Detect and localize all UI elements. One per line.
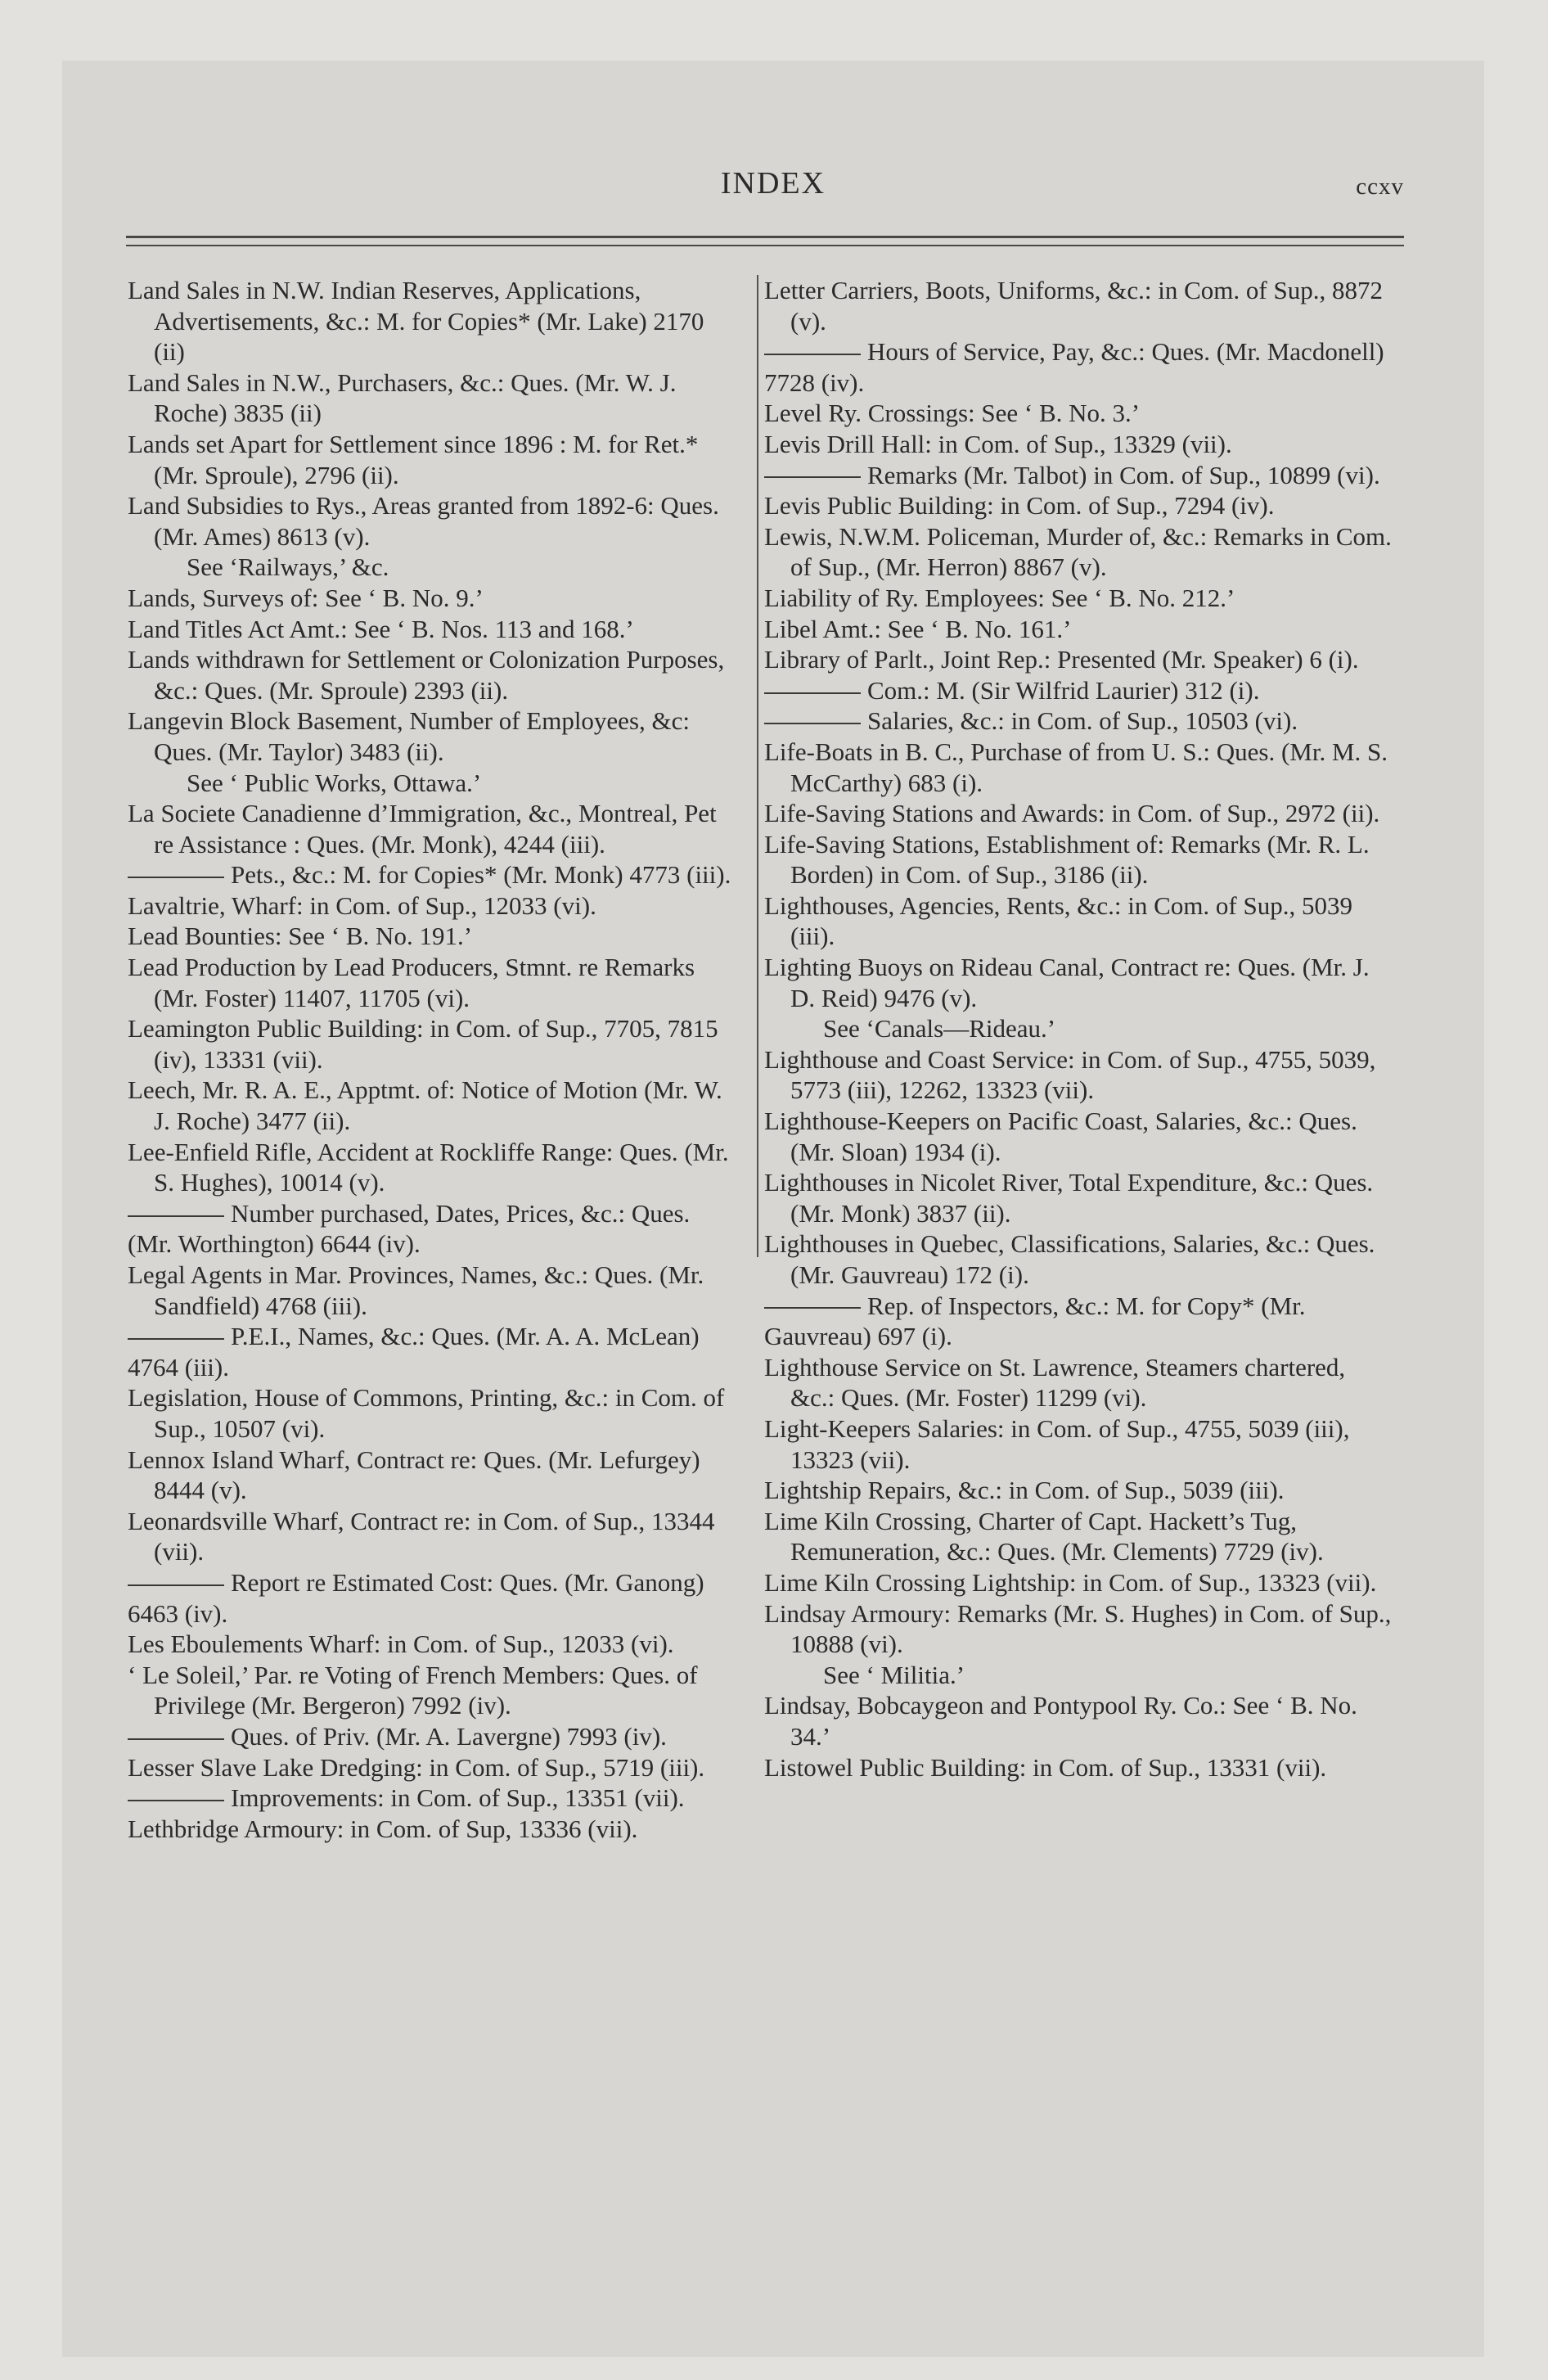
index-entry: Lighthouse-Keepers on Pacific Coast, Salaries, &c.: Ques. (Mr. Sloan) 1934 (i).	[764, 1107, 1357, 1166]
index-entry: Light-Keepers Salaries: in Com. of Sup., 4755, 5039 (iii), 13323 (vii).	[764, 1413, 1350, 1474]
index-column-right	[764, 275, 1393, 1783]
index-cross-reference: See ‘ Militia.’	[823, 1660, 965, 1689]
index-entry: Lethbridge Armoury: in Com. of Sup, 13336 (vii).	[128, 1814, 638, 1843]
column-divider	[757, 275, 758, 1257]
index-entry: Listowel Public Building: in Com. of Sup., 13331 (vii).	[764, 1752, 1327, 1782]
index-entry: Liability of Ry. Employees: See ‘ B. No. 212.’	[764, 583, 1235, 612]
index-entry: Lighthouse Service on St. Lawrence, Steamers chartered, &c.: Ques. (Mr. Foster) 11299 (vi).	[764, 1352, 1346, 1413]
index-entry: Lighthouses, Agencies, Rents, &c.: in Com. of Sup., 5039 (iii).	[764, 890, 1352, 951]
index-subentry: Hours of Service, Pay, &c.: Ques. (Mr. Macdonell) 7728 (iv).	[764, 337, 1384, 397]
ditto-dash	[764, 476, 861, 478]
index-entry: Langevin Block Basement, Number of Employees, &c: Ques. (Mr. Taylor) 3483 (ii).	[128, 706, 690, 766]
index-entry: Lime Kiln Crossing Lightship: in Com. of Sup., 13323 (vii).	[764, 1567, 1377, 1597]
index-entry: Level Ry. Crossings: See ‘ B. No. 3.’	[764, 399, 1141, 428]
index-subentry: Com.: M. (Sir Wilfrid Laurier) 312 (i).	[764, 675, 1393, 706]
index-entry: Lighthouses in Nicolet River, Total Expenditure, &c.: Ques. (Mr. Monk) 3837 (ii).	[764, 1168, 1374, 1228]
ditto-dash	[128, 1584, 224, 1586]
index-entry: Leech, Mr. R. A. E., Apptmt. of: Notice of Motion (Mr. W. J. Roche) 3477 (ii).	[128, 1075, 722, 1136]
index-subentry: Rep. of Inspectors, &c.: M. for Copy* (Mr. Gauvreau) 697 (i).	[764, 1291, 1306, 1351]
ditto-dash	[128, 1215, 224, 1217]
index-subentry: Number purchased, Dates, Prices, &c.: Ques. (Mr. Worthington) 6644 (iv).	[128, 1198, 691, 1259]
index-entry: Leonardsville Wharf, Contract re: in Com. of Sup., 13344 (vii).	[128, 1506, 715, 1566]
index-entry: Lesser Slave Lake Dredging: in Com. of Sup., 5719 (iii).	[128, 1752, 705, 1782]
index-entry: Life-Saving Stations, Establishment of: Remarks (Mr. R. L. Borden) in Com. of Sup., 3186 (ii).	[764, 829, 1370, 890]
index-entry: Lighthouse and Coast Service: in Com. of Sup., 4755, 5039, 5773 (iii), 12262, 13323 (vii).	[764, 1044, 1376, 1105]
index-entry: Lavaltrie, Wharf: in Com. of Sup., 12033 (vi).	[128, 890, 596, 920]
ditto-dash	[764, 692, 861, 694]
index-subentry: Pets., &c.: M. for Copies* (Mr. Monk) 4773 (iii).	[128, 859, 733, 890]
index-subentry: Salaries, &c.: in Com. of Sup., 10503 (vi).	[764, 705, 1393, 737]
index-entry: Life-Saving Stations and Awards: in Com. of Sup., 2972 (ii).	[764, 799, 1380, 828]
index-entry: Libel Amt.: See ‘ B. No. 161.’	[764, 614, 1072, 643]
index-entry: ‘ Le Soleil,’ Par. re Voting of French Members: Ques. of Privilege (Mr. Bergeron) 7992 (iv).	[128, 1660, 698, 1720]
index-subentry: Improvements: in Com. of Sup., 13351 (vii).	[128, 1783, 733, 1814]
index-entry: Lindsay, Bobcaygeon and Pontypool Ry. Co.: See ‘ B. No. 34.’	[764, 1691, 1357, 1751]
index-entry: La Societe Canadienne d’Immigration, &c., Montreal, Pet re Assistance : Ques. (Mr. Monk), 4244 (iii).	[128, 799, 717, 859]
ditto-dash	[764, 1307, 861, 1309]
index-entry: Lead Production by Lead Producers, Stmnt. re Remarks (Mr. Foster) 11407, 11705 (vi).	[128, 953, 695, 1012]
index-cross-reference: See ‘Canals—Rideau.’	[823, 1014, 1056, 1044]
page-header	[62, 61, 1484, 282]
index-subentry: Remarks (Mr. Talbot) in Com. of Sup., 10899 (vi).	[764, 460, 1393, 491]
scanned-page	[62, 61, 1484, 2357]
index-entry: Les Eboulements Wharf: in Com. of Sup., 12033 (vi).	[128, 1629, 674, 1659]
ditto-dash	[128, 1338, 224, 1340]
index-entry: Letter Carriers, Boots, Uniforms, &c.: in Com. of Sup., 8872 (v).	[764, 276, 1383, 336]
index-entry: Land Subsidies to Rys., Areas granted from 1892-6: Ques. (Mr. Ames) 8613 (v).	[128, 491, 719, 551]
index-cross-reference: See ‘ Public Works, Ottawa.’	[187, 768, 482, 797]
page-number: ccxv	[1356, 174, 1404, 200]
index-column-left	[128, 275, 733, 1844]
index-entry: Lennox Island Wharf, Contract re: Ques. (Mr. Lefurgey) 8444 (v).	[128, 1445, 700, 1505]
index-cross-reference: See ‘Railways,’ &c.	[187, 552, 389, 582]
index-entry: Land Titles Act Amt.: See ‘ B. Nos. 113 and 168.’	[128, 614, 634, 643]
index-entry: Lighting Buoys on Rideau Canal, Contract re: Ques. (Mr. J. D. Reid) 9476 (v).	[764, 953, 1370, 1012]
ditto-dash	[128, 877, 224, 878]
ditto-dash	[764, 354, 861, 355]
index-subentry: Report re Estimated Cost: Ques. (Mr. Ganong) 6463 (iv).	[128, 1567, 704, 1628]
index-entry: Lands, Surveys of: See ‘ B. No. 9.’	[128, 583, 484, 612]
index-entry: Lands set Apart for Settlement since 1896 : M. for Ret.* (Mr. Sproule), 2796 (ii).	[128, 429, 699, 489]
index-entry: Lewis, N.W.M. Policeman, Murder of, &c.: Remarks in Com. of Sup., (Mr. Herron) 8867 (v).	[764, 521, 1392, 582]
index-entry: Lighthouses in Quebec, Classifications, Salaries, &c.: Ques. (Mr. Gauvreau) 172 (i).	[764, 1229, 1375, 1289]
index-entry: Levis Drill Hall: in Com. of Sup., 13329 (vii).	[764, 429, 1232, 458]
index-entry: Lime Kiln Crossing, Charter of Capt. Hackett’s Tug, Remuneration, &c.: Ques. (Mr. Clements) 7729 (iv).	[764, 1506, 1324, 1566]
index-entry: Lee-Enfield Rifle, Accident at Rockliffe Range: Ques. (Mr. S. Hughes), 10014 (v).	[128, 1137, 729, 1197]
page-title: INDEX	[720, 166, 826, 201]
index-entry: Library of Parlt., Joint Rep.: Presented (Mr. Speaker) 6 (i).	[764, 645, 1359, 674]
header-rule	[126, 236, 1404, 238]
index-entry: Legislation, House of Commons, Printing, &c.: in Com. of Sup., 10507 (vi).	[128, 1383, 725, 1443]
ditto-dash	[764, 723, 861, 724]
index-entry: Levis Public Building: in Com. of Sup., 7294 (iv).	[764, 491, 1275, 521]
index-entry: Lands withdrawn for Settlement or Colonization Purposes, &c.: Ques. (Mr. Sproule) 2393 (ii).	[128, 645, 725, 705]
index-entry: Lead Bounties: See ‘ B. No. 191.’	[128, 922, 473, 951]
index-entry: Leamington Public Building: in Com. of Sup., 7705, 7815 (iv), 13331 (vii).	[128, 1014, 718, 1074]
ditto-dash	[128, 1800, 224, 1801]
index-entry: Land Sales in N.W. Indian Reserves, Applications, Advertisements, &c.: M. for Copies* (Mr. Lake) 2170 (ii)	[128, 276, 704, 367]
ditto-dash	[128, 1738, 224, 1740]
index-subentry: Ques. of Priv. (Mr. A. Lavergne) 7993 (iv).	[128, 1721, 733, 1752]
index-entry: Lightship Repairs, &c.: in Com. of Sup., 5039 (iii).	[764, 1476, 1285, 1505]
header-rule	[126, 245, 1404, 246]
index-entry: Land Sales in N.W., Purchasers, &c.: Ques. (Mr. W. J. Roche) 3835 (ii)	[128, 367, 677, 428]
index-entry: Life-Boats in B. C., Purchase of from U. S.: Ques. (Mr. M. S. McCarthy) 683 (i).	[764, 737, 1388, 797]
index-subentry: P.E.I., Names, &c.: Ques. (Mr. A. A. McLean) 4764 (iii).	[128, 1322, 700, 1382]
index-entry: Legal Agents in Mar. Provinces, Names, &c.: Ques. (Mr. Sandfield) 4768 (iii).	[128, 1260, 704, 1320]
index-entry: Lindsay Armoury: Remarks (Mr. S. Hughes) in Com. of Sup., 10888 (vi).	[764, 1598, 1392, 1659]
